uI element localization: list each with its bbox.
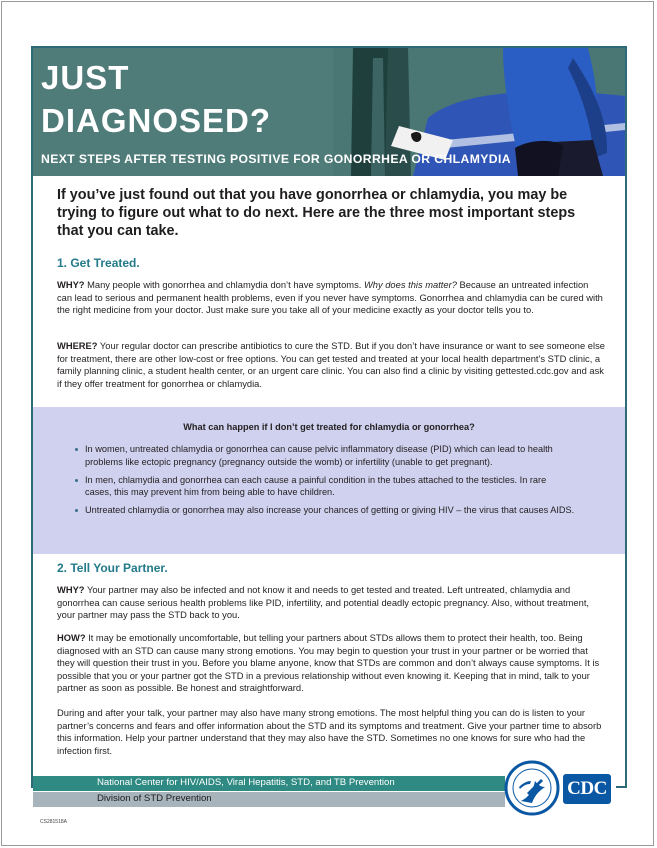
why-text-b: Because an untreated infection can lead to serious and permanent health problems, even if you never have symptoms. Gonorrhea and chlamydia can be cured with the right medicine from your doctor. Just make sure you take all of your medicine exactly as your doctor tells you to. [57,280,603,316]
footer-logos [505,757,616,819]
callout-bullet-list [75,443,575,522]
tell-partner-why-paragraph [57,584,605,622]
callout-title: What can happen if I don’t get treated for chlamydia or gonorrhea? [183,422,475,432]
why-text: Your partner may also be infected and not know it and needs to get tested and treated. Left untreated, chlamydia and gonorrhea can cause serious health problems like PID, infertility, and potential deadly ectopic pregnancy. Also, without treatment, your partner may pass the STD back to you. [57,585,590,621]
callout-bullet: In women, untreated chlamydia or gonorrhea can cause pelvic inflammatory disease (PID) which can lead to health problems like ectopic pregnancy (pregnancy outside the womb) or infertility (unable to get pregnant). [75,443,575,468]
header-banner [33,48,625,176]
footer-center-name: National Center for HIV/AIDS, Viral Hepatitis, STD, and TB Prevention [97,777,395,788]
consequences-callout [33,407,625,554]
section-heading-get-treated: 1. Get Treated. [57,256,140,270]
where-text: Your regular doctor can prescribe antibiotics to cure the STD. But if you don’t have insurance or want to see someone else for treatment, there are other low-cost or free options. You can get tested and treated at your local health department’s STD clinic, a family planning clinic, a student health center, or an urgent care clinic. You can also find a clinic by visiting gettested.cdc.gov and ask if they offer treatment for gonorrhea or chlamydia. [57,341,605,389]
why-label: WHY? [57,280,85,290]
get-treated-where-paragraph [57,340,605,390]
cdc-logo-text: CDC [567,778,607,799]
intro-paragraph: If you’ve just found out that you have gonorrhea or chlamydia, you may be trying to figure out what to do next. Here are the three most important steps that you can take. [57,187,576,239]
during-after-talk-paragraph: During and after your talk, your partner may also have many strong emotions. The most helpful thing you can do is listen to your partner’s concerns and fears and offer information about the STD and its symptoms and treatment. Give your partner time to absorb this information. Help your partner understand that they may also have the STD. Sometimes no one knows for sure who had the infection first. [57,708,602,756]
how-text: It may be emotionally uncomfortable, but telling your partners about STDs allows them to protect their health, too. Being diagnosed with an STD can cause many strong emotions. You may begin to question your trust in your partner or be worried that they will question their trust in you. Before you blame anyone, know that STDs are common and don’t always cause symptoms. It is possible that you or your partner got the STD in a previous relationship without even knowing it. Keeping that in mind, talk to your partner as soon as possible. Be honest and straightforward. [57,633,600,694]
footer-division-name: Division of STD Prevention [97,793,212,804]
callout-bullet: Untreated chlamydia or gonorrhea may also increase your chances of getting or giving HIV – the virus that causes AIDS. [75,504,575,517]
why-text-a: Many people with gonorrhea and chlamydia don’t have symptoms. [84,280,364,290]
cdc-logo [563,774,611,804]
page-subtitle: NEXT STEPS AFTER TESTING POSITIVE FOR GONORRHEA OR CHLAMYDIA [41,152,511,166]
footer-center-bar [33,776,535,791]
footer-division-bar [33,792,535,807]
callout-bullet: In men, chlamydia and gonorrhea can each cause a painful condition in the tubes attached to the testicles. In rare cases, this may prevent him from being able to have children. [75,474,575,499]
why-text-italic: Why does this matter? [363,280,457,290]
how-label: HOW? [57,633,86,643]
title-line-2: DIAGNOSED? [41,102,272,139]
document-code: CS281518A [40,819,67,825]
tell-partner-how-paragraph [57,632,605,695]
get-treated-why-paragraph [57,279,605,317]
title-line-1: JUST [41,59,130,96]
where-label: WHERE? [57,341,98,351]
why-label: WHY? [57,585,85,595]
page-title [41,56,271,142]
section-heading-tell-partner: 2. Tell Your Partner. [57,561,168,575]
document-frame [31,46,627,804]
